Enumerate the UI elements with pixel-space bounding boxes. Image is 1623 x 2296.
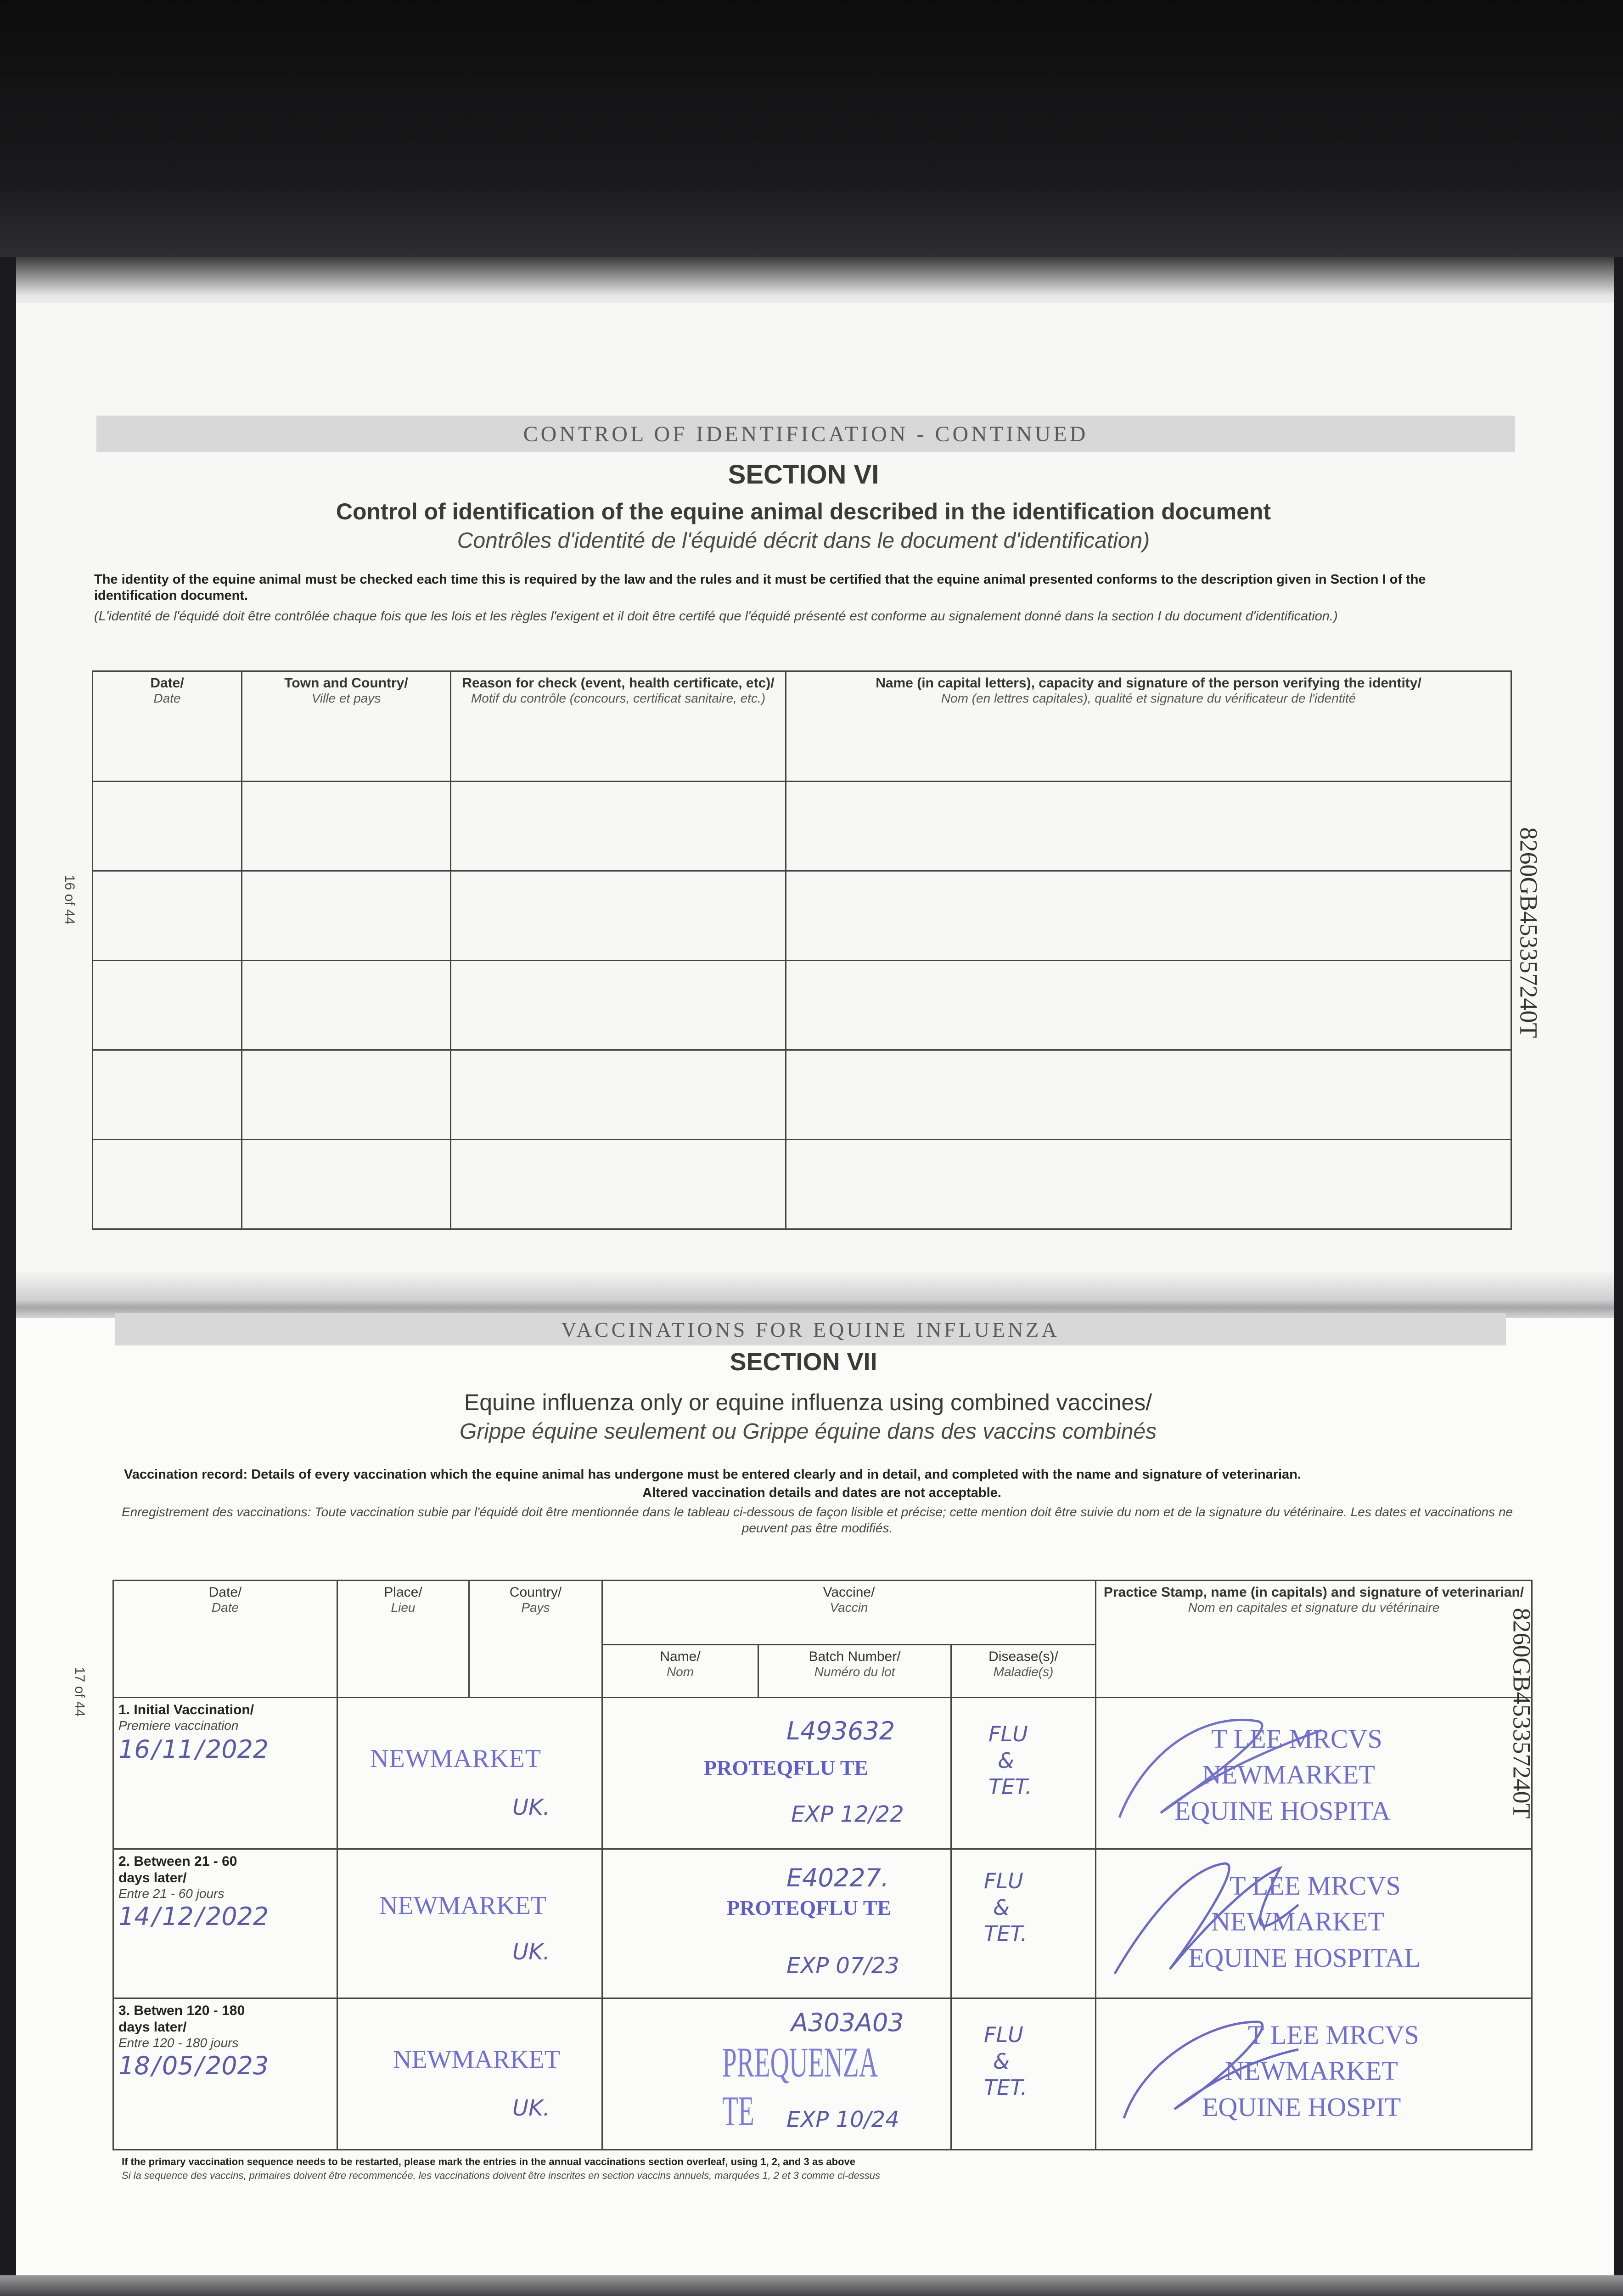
disease-line: TET. (988, 1774, 1032, 1799)
practice-town: NEWMARKET (1202, 1760, 1375, 1790)
date-month: 11 (162, 1735, 194, 1764)
col-batch-number: Batch Number/ Numéro du lot (758, 1645, 951, 1698)
disease-line: FLU (988, 1722, 1028, 1746)
vaccine-cell (602, 1998, 951, 2150)
place-country-cell (337, 1698, 602, 1849)
practice-name: EQUINE HOSPIT (1202, 2092, 1401, 2122)
stamp-cell (1096, 1698, 1532, 1849)
date-day: 16 (118, 1735, 150, 1764)
page-number-17: 17 of 44 (72, 1667, 87, 1717)
scanner-background-top (0, 0, 1623, 257)
place-stamp: NEWMARKET (393, 2045, 560, 2074)
section-vi-intro-fr: (L'identité de l'équidé doit être contrôlée chaque fois que les lois et les règles l'exigent et il doit être certifé que l'équidé présenté est conforme au signalement donné dans la section I du document d'identification.) (94, 609, 1338, 624)
table-row (93, 961, 1511, 1050)
country-value: UK. (512, 2095, 550, 2121)
disease-cell (951, 1998, 1096, 2150)
vaccine-name-stamp: PREQUENZA TE (722, 2039, 876, 2134)
practice-name: EQUINE HOSPITA (1174, 1795, 1391, 1826)
col-vaccine-name: Name/ Nom (602, 1645, 758, 1698)
col-verifier: Name (in capital letters), capacity and signature of the person verifying the identity/ Nom (en lettres capitales), qualité et signature du vérificateur de l'identité (786, 671, 1511, 782)
practice-town: NEWMARKET (1225, 2056, 1398, 2086)
vaccine-name-stamp: PROTEQFLU TE (727, 1896, 892, 1919)
place-country-cell (337, 1998, 602, 2150)
section-vii-banner: VACCINATIONS FOR EQUINE INFLUENZA (115, 1313, 1506, 1345)
table-row (93, 1050, 1511, 1140)
practice-town: NEWMARKET (1211, 1907, 1384, 1937)
col-vaccine: Vaccine/ Vaccin (602, 1581, 1096, 1645)
table-row (93, 1140, 1511, 1229)
col-reason: Reason for check (event, health certificate, etc)/ Motif du contrôle (concours, certificat sanitaire, etc.) (451, 671, 786, 782)
date-month: 05 (162, 2051, 194, 2080)
expiry: EXP 07/23 (786, 1953, 899, 1979)
col-date: Date/ Date (113, 1581, 337, 1698)
section-vii-title: SECTION VII (730, 1348, 877, 1376)
footnote-en: If the primary vaccination sequence needs to be restarted, please mark the entries in the annual vaccinations section overleaf, using 1, 2, and 3 as above (122, 2156, 856, 2167)
vet-name: T LEE MRCVS (1230, 1871, 1401, 1901)
col-practice-stamp: Practice Stamp, name (in capitals) and signature of veterinarian/ Nom en capitales et signature du vétérinaire (1096, 1581, 1532, 1698)
disease-line: & (993, 1895, 1010, 1920)
document-number-bottom: 8260GB453357240T (1508, 1608, 1536, 1819)
disease-line: FLU (984, 2022, 1023, 2047)
row-label: 2. Between 21 - 60 days later/ (118, 1854, 237, 1885)
section-vi-title: SECTION VI (728, 460, 879, 490)
vaccine-name-stamp: PROTEQFLU TE (704, 1756, 869, 1779)
stamp-cell (1096, 1849, 1532, 1998)
disease-line: & (998, 1748, 1014, 1773)
section-vii-heading-fr: Grippe équine seulement ou Grippe équine dans des vaccins combinés (459, 1419, 1157, 1444)
row-label-fr: Premiere vaccination (118, 1718, 239, 1733)
date-month: 12 (162, 1902, 194, 1931)
col-country: Country/ Pays (469, 1581, 602, 1698)
page-number-16: 16 of 44 (62, 875, 77, 925)
section-vii-heading-en: Equine influenza only or equine influenza using combined vaccines/ (464, 1390, 1152, 1415)
section-vi-heading-fr: Contrôles d'identité de l'équidé décrit dans le document d'identification) (457, 529, 1150, 553)
stamp-cell (1096, 1998, 1532, 2150)
section-vi-intro-en: The identity of the equine animal must be checked each time this is required by the law and the rules and it must be certified that the equine animal presented conforms to the description given in Section I of the identification document. (94, 572, 1426, 603)
row-label-fr: Entre 120 - 180 jours (118, 2036, 239, 2050)
col-town-country: Town and Country/ Ville et pays (242, 671, 451, 782)
vaccination-row-1 (113, 1698, 1532, 1849)
disease-line: FLU (984, 1868, 1023, 1893)
col-place: Place/ Lieu (337, 1581, 469, 1698)
expiry: EXP 12/22 (791, 1801, 904, 1827)
vaccine-cell (602, 1698, 951, 1849)
row-label: 1. Initial Vaccination/ (118, 1702, 254, 1717)
scanner-background-bottom (0, 2275, 1623, 2296)
date-cell: 2. Between 21 - 60 days later/ Entre 21 - 60 jours 14/12/2022 (113, 1849, 337, 1998)
vaccination-row-3 (113, 1998, 1532, 2150)
place-stamp: NEWMARKET (379, 1891, 546, 1920)
table-row (93, 871, 1511, 961)
date-day: 14 (118, 1902, 150, 1931)
col-disease: Disease(s)/ Maladie(s) (951, 1645, 1096, 1698)
date-cell: 1. Initial Vaccination/ Premiere vaccination 16/11/2022 (113, 1698, 337, 1849)
vet-name: T LEE MRCVS (1211, 1724, 1382, 1754)
date-year: 2022 (205, 1735, 269, 1764)
identification-check-table (92, 670, 1512, 1230)
footnote-fr: Si la sequence des vaccins, primaires doivent être recommencée, les vaccinations doivent être inscrites en section vaccins annuels, marquées 1, 2 et 3 comme ci-dessus (122, 2170, 881, 2181)
vet-name: T LEE MRCVS (1248, 2020, 1419, 2050)
section-vi-banner: CONTROL OF IDENTIFICATION - CONTINUED (96, 416, 1515, 452)
vaccination-record-en: Vaccination record: Details of every vaccination which the equine animal has undergone must be entered clearly and in detail, and completed with the name and signature of veterinarian. (124, 1467, 1301, 1482)
section-vi-heading-en: Control of identification of the equine animal described in the identification document (336, 499, 1271, 524)
document-number-top: 8260GB453357240T (1515, 827, 1543, 1038)
country-value: UK. (512, 1939, 550, 1965)
date-year: 2023 (205, 2051, 269, 2080)
place-stamp: NEWMARKET (370, 1745, 541, 1773)
row-label: 3. Betwen 120 - 180 days later/ (118, 2003, 245, 2035)
date-day: 18 (118, 2051, 150, 2080)
vaccination-row-2 (113, 1849, 1532, 1998)
vaccination-table (112, 1580, 1533, 2150)
date-cell: 3. Betwen 120 - 180 days later/ Entre 120 - 180 jours 18/05/2023 (113, 1998, 337, 2150)
col-date: Date/ Date (93, 671, 242, 782)
vaccination-record-en-2: Altered vaccination details and dates are not acceptable. (642, 1486, 1001, 1500)
practice-name: EQUINE HOSPITAL (1188, 1942, 1421, 1973)
batch-number: A303A03 (791, 2008, 904, 2037)
country-value: UK. (512, 1795, 550, 1820)
disease-cell (951, 1849, 1096, 1998)
batch-number: L493632 (786, 1716, 895, 1745)
vaccine-cell (602, 1849, 951, 1998)
table-row (93, 782, 1511, 871)
batch-number: E40227. (786, 1863, 889, 1892)
disease-cell (951, 1698, 1096, 1849)
disease-line: TET. (984, 2075, 1028, 2100)
disease-line: & (993, 2048, 1010, 2074)
date-year: 2022 (205, 1902, 269, 1931)
place-country-cell (337, 1849, 602, 1998)
row-label-fr: Entre 21 - 60 jours (118, 1886, 225, 1901)
disease-line: TET. (984, 1921, 1028, 1946)
vaccination-record-fr: Enregistrement des vaccinations: Toute vaccination subie par l'équidé doit être mentionnée dans le tableau ci-dessous de façon lisible et précise; cette mention doit être suivie du nom et de la signature du vétérinaire. Les dates et vaccinations ne peuvent pas être modifiés. (121, 1505, 1513, 1535)
expiry: EXP 10/24 (786, 2107, 899, 2133)
